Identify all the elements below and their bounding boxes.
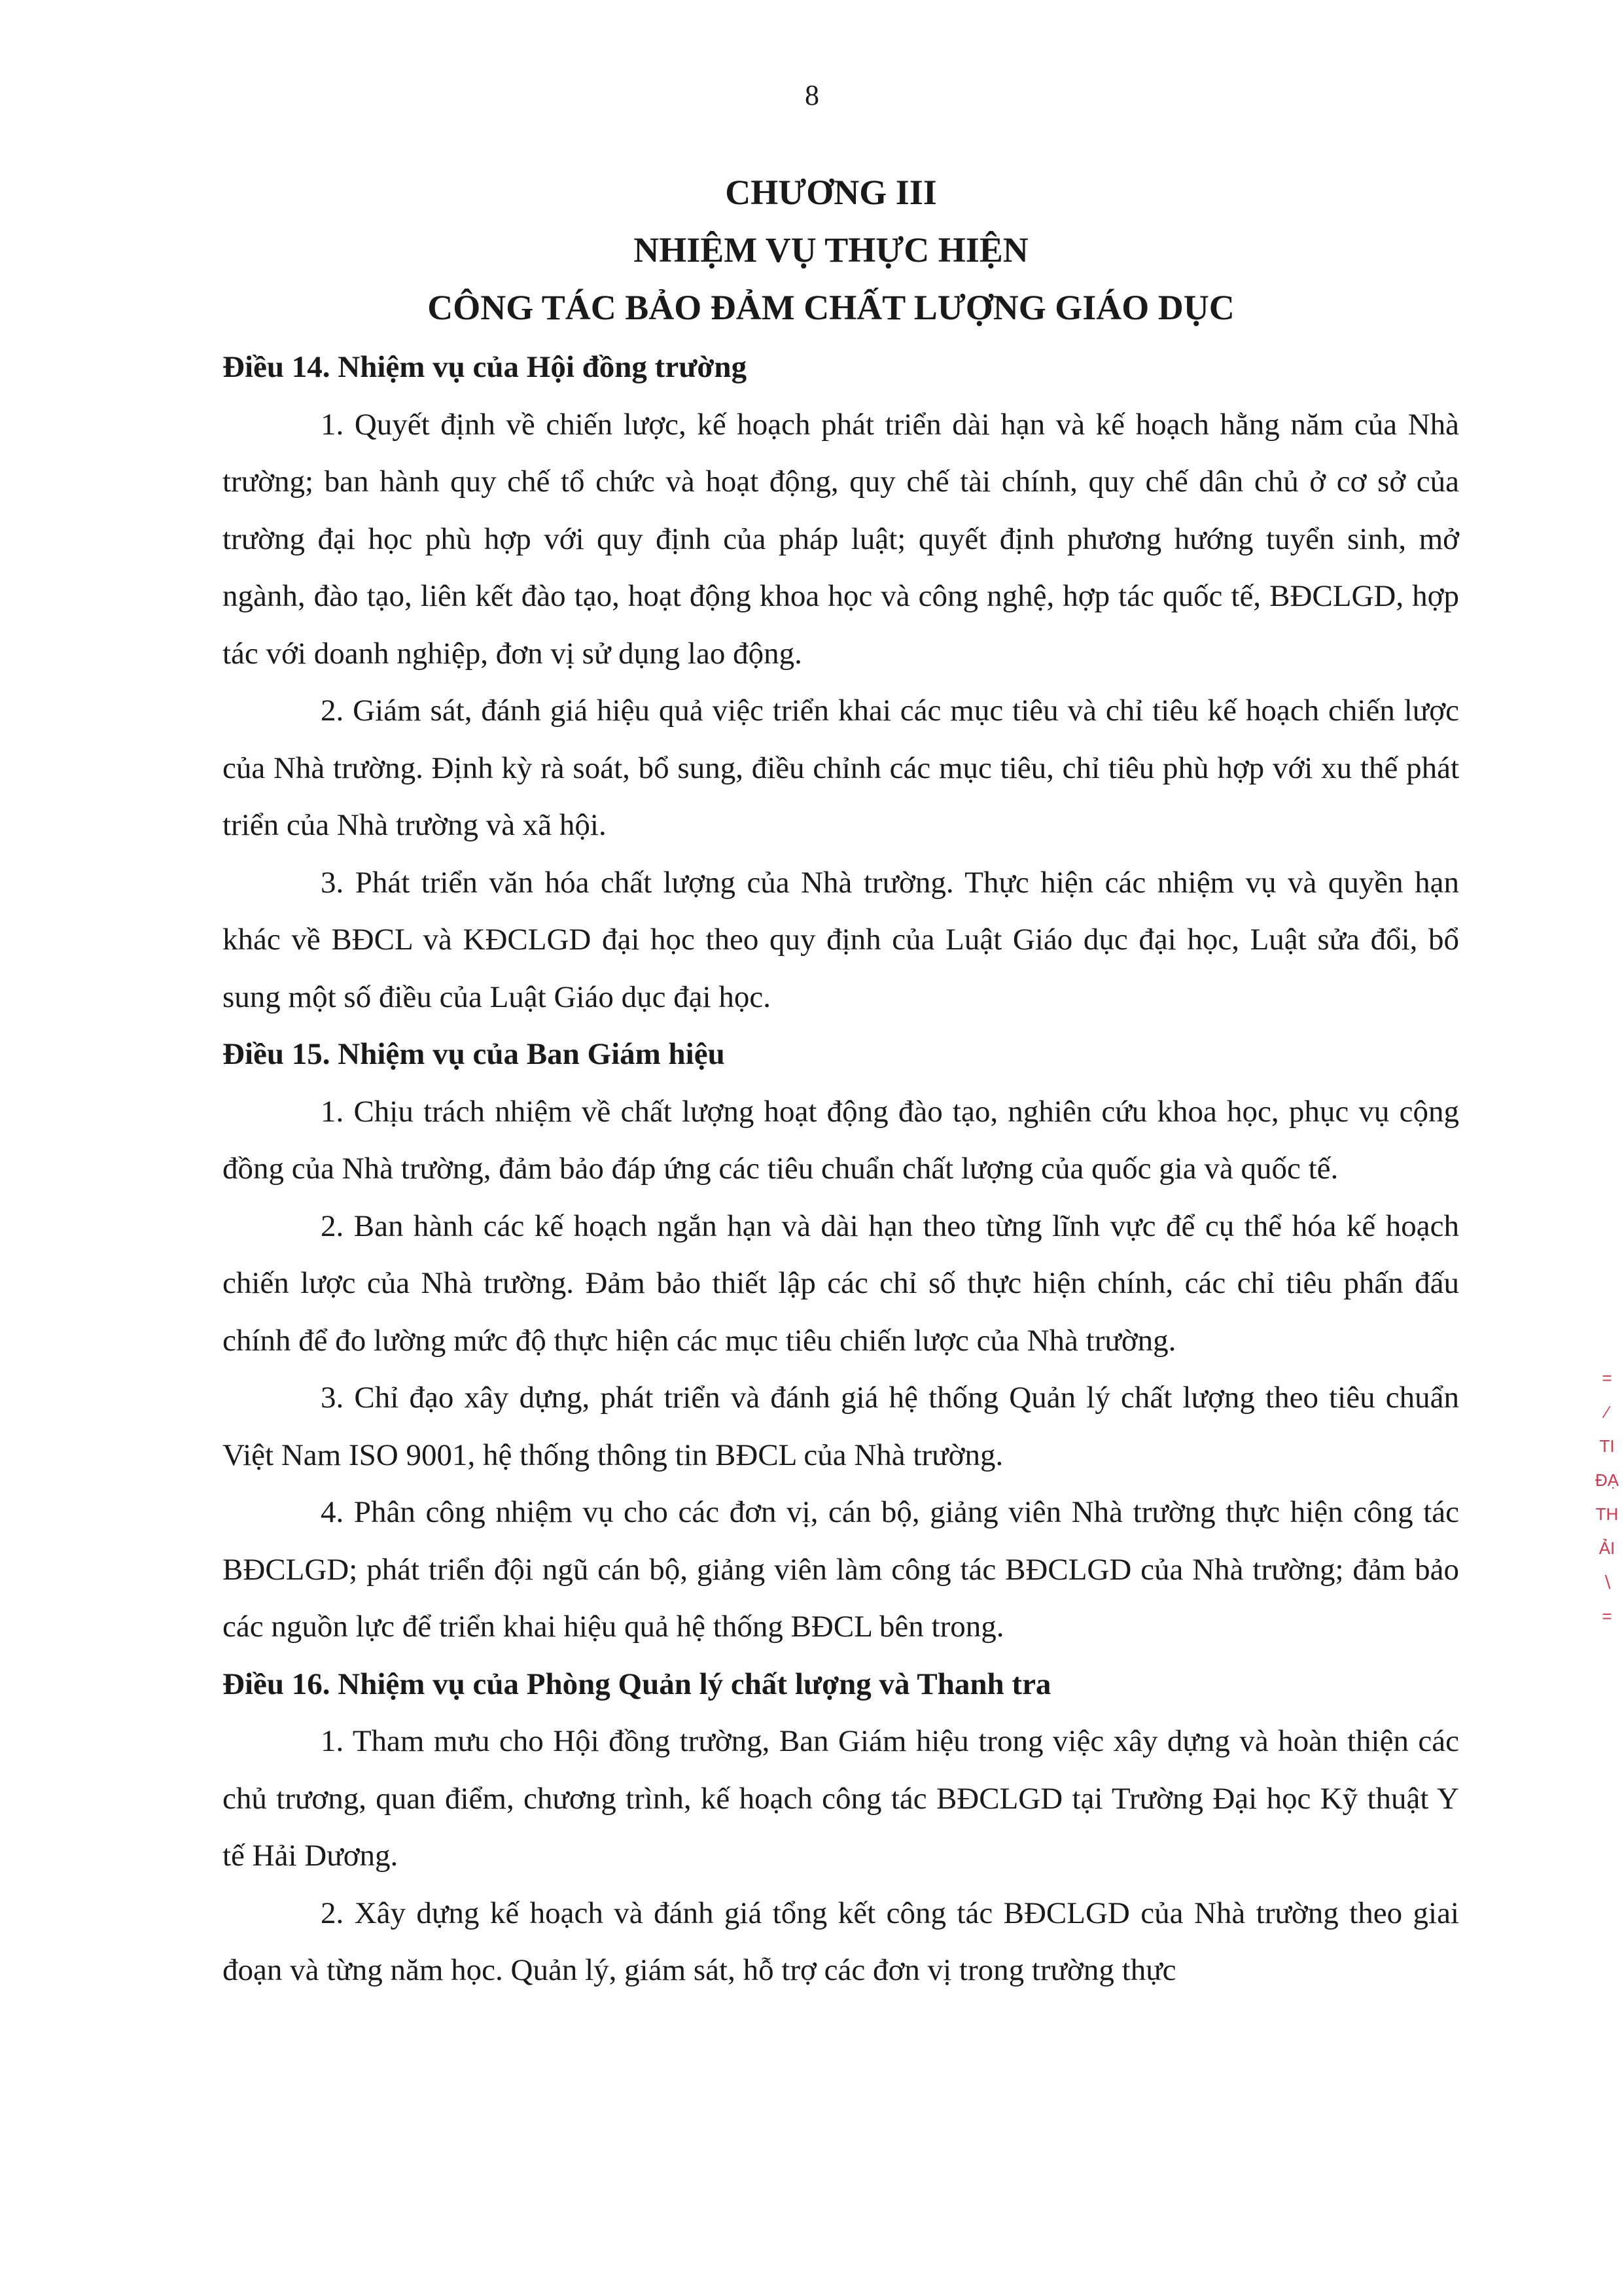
article-paragraph: 3. Chỉ đạo xây dựng, phát triển và đánh giá hệ thống Quản lý chất lượng theo tiêu chuẩn Việt Nam ISO 9001, hệ thống thông tin BĐCL của Nhà trường.	[222, 1381, 1459, 1472]
stamp-text: TH	[1595, 1504, 1619, 1524]
stamp-fragment	[1590, 1361, 1624, 1649]
stamp-text: ẢI	[1598, 1538, 1615, 1558]
article-paragraph: 4. Phân công nhiệm vụ cho các đơn vị, cán bộ, giảng viên Nhà trường thực hiện công tác BĐCLGD; phát triển đội ngũ cán bộ, giảng viên làm công tác BĐCLGD của Nhà trường; đảm bảo các nguồn lực để triển khai hiệu quả hệ thống BĐCL bên trong.	[222, 1495, 1459, 1644]
stamp-stroke: ∖	[1601, 1572, 1613, 1592]
chapter-title-line-1: NHIỆM VỤ THỰC HIỆN	[633, 230, 1029, 270]
article-paragraph: 2. Giám sát, đánh giá hiệu quả việc triển khai các mục tiêu và chỉ tiêu kế hoạch chiến lược của Nhà trường. Định kỳ rà soát, bổ sung, điều chỉnh các mục tiêu, chỉ tiêu phù hợp với xu thế phát triển của Nhà trường và xã hội.	[222, 694, 1459, 842]
article-title: Điều 15. Nhiệm vụ của Ban Giám hiệu	[222, 1037, 725, 1071]
article-title: Điều 14. Nhiệm vụ của Hội đồng trường	[222, 350, 747, 384]
page-number: 8	[805, 79, 819, 111]
article-paragraph: 2. Ban hành các kế hoạch ngắn hạn và dài hạn theo từng lĩnh vực để cụ thể hóa kế hoạch chiến lược của Nhà trường. Đảm bảo thiết lập các chỉ số thực hiện chính, các chỉ tiêu phấn đấu chính để đo lường mức độ thực hiện các mục tiêu chiến lược của Nhà trường.	[222, 1209, 1459, 1358]
article-paragraph: 3. Phát triển văn hóa chất lượng của Nhà trường. Thực hiện các nhiệm vụ và quyền hạn khác về BĐCL và KĐCLGD đại học theo quy định của Luật Giáo dục đại học, Luật sửa đổi, bổ sung một số điều của Luật Giáo dục đại học.	[222, 865, 1459, 1014]
article-paragraph: 2. Xây dựng kế hoạch và đánh giá tổng kết công tác BĐCLGD của Nhà trường theo giai đoạn và từng năm học. Quản lý, giám sát, hỗ trợ các đơn vị trong trường thực	[222, 1896, 1459, 1987]
article-paragraph: 1. Tham mưu cho Hội đồng trường, Ban Giám hiệu trong việc xây dựng và hoàn thiện các chủ trương, quan điểm, chương trình, kế hoạch công tác BĐCLGD tại Trường Đại học Kỹ thuật Y tế Hải Dương.	[222, 1724, 1459, 1873]
chapter-number: CHƯƠNG III	[725, 173, 937, 212]
article-title: Điều 16. Nhiệm vụ của Phòng Quản lý chất lượng và Thanh tra	[222, 1667, 1051, 1701]
chapter-title-line-2: CÔNG TÁC BẢO ĐẢM CHẤT LƯỢNG GIÁO DỤC	[427, 288, 1235, 327]
chapter-heading	[216, 164, 1446, 336]
stamp-stroke: ∕	[1605, 1402, 1609, 1422]
article-paragraph: 1. Chịu trách nhiệm về chất lượng hoạt động đào tạo, nghiên cứu khoa học, phục vụ cộng đồng của Nhà trường, đảm bảo đáp ứng các tiêu chuẩn chất lượng của quốc gia và quốc tế.	[222, 1094, 1459, 1186]
stamp-text: ĐẠ	[1595, 1470, 1619, 1490]
stamp-text: TI	[1599, 1436, 1615, 1456]
stamp-stroke: =	[1602, 1606, 1612, 1626]
document-body	[222, 339, 1459, 2000]
article-paragraph: 1. Quyết định về chiến lược, kế hoạch phát triển dài hạn và kế hoạch hằng năm của Nhà trường; ban hành quy chế tổ chức và hoạt động, quy chế tài chính, quy chế dân chủ ở cơ sở của trường đại học phù hợp với quy định của pháp luật; quyết định phương hướng tuyển sinh, mở ngành, đào tạo, liên kết đào tạo, hoạt động khoa học và công nghệ, hợp tác quốc tế, BĐCLGD, hợp tác với doanh nghiệp, đơn vị sử dụng lao động.	[222, 407, 1459, 671]
stamp-stroke: =	[1602, 1368, 1612, 1388]
